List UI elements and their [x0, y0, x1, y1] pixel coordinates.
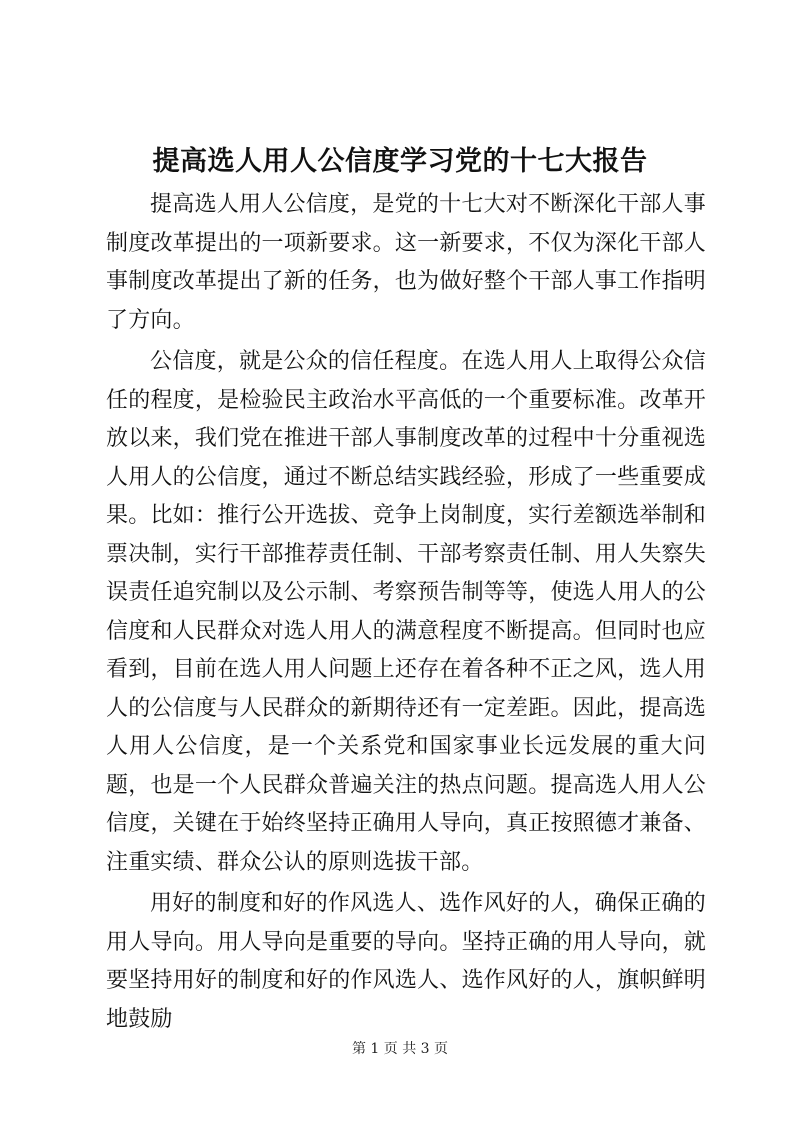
- paragraph-3: 用好的制度和好的作风选人、选作风好的人，确保正确的用人导向。用人导向是重要的导向。坚持正确的用人导向，就要坚持用好的制度和好的作风选人、选作风好的人，旗帜鲜明地鼓励: [106, 891, 706, 1032]
- document-title: 提高选人用人公信度学习党的十七大报告: [152, 146, 648, 177]
- document-body: [106, 186, 706, 1039]
- paragraph-2: 公信度，就是公众的信任程度。在选人用人上取得公众信任的程度，是检验民主政治水平高低的一个重要标准。改革开放以来，我们党在推进干部人事制度改革的过程中十分重视选人用人的公信度，通过不断总结实践经验，形成了一些重要成果。比如：推行公开选拔、竞争上岗制度，实行差额选举制和票决制，实行干部推荐责任制、干部考察责任制、用人失察失误责任追究制以及公示制、考察预告制等等，使选人用人的公信度和人民群众对选人用人的满意程度不断提高。但同时也应看到，目前在选人用人问题上还存在着各种不正之风，选人用人的公信度与人民群众的新期待还有一定差距。因此，提高选人用人公信度，是一个关系党和国家事业长远发展的重大问题，也是一个人民群众普遍关注的热点问题。提高选人用人公信度，关键在于始终坚持正确用人导向，真正按照德才兼备、注重实绩、群众公认的原则选拔干部。: [106, 349, 706, 875]
- page-footer: 第 1 页 共 3 页: [351, 1041, 449, 1057]
- paragraph-1: 提高选人用人公信度，是党的十七大对不断深化干部人事制度改革提出的一项新要求。这一新要求，不仅为深化干部人事制度改革提出了新的任务，也为做好整个干部人事工作指明了方向。: [106, 192, 706, 333]
